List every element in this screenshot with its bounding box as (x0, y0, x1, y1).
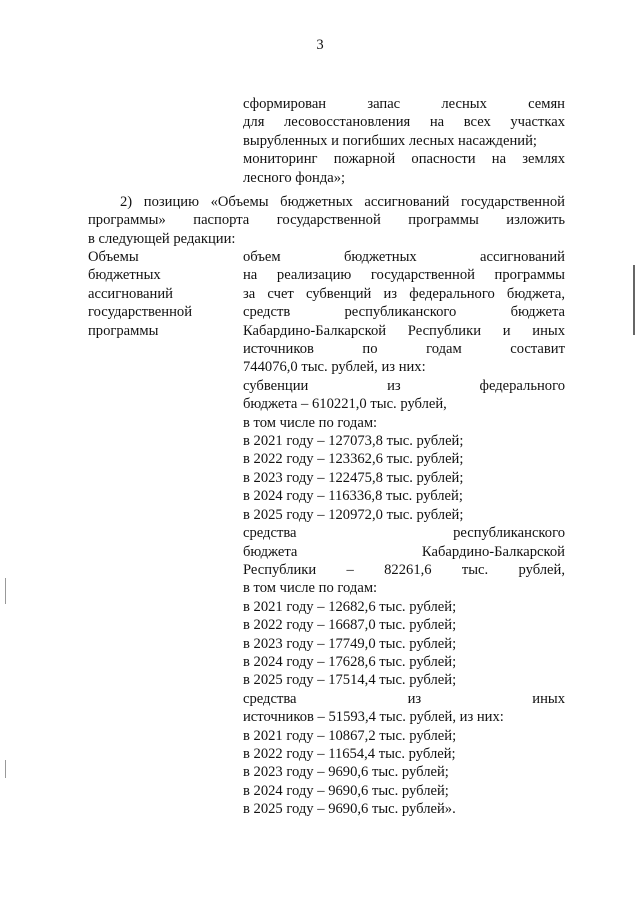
value-line: источников – 51593,4 тыс. рублей, из них: (243, 709, 504, 726)
text-line: для лесовосстановления на всех участках (243, 114, 565, 131)
value-line: в 2025 году – 120972,0 тыс. рублей; (243, 506, 464, 523)
value-line: Республики – 82261,6 тыс. рублей, (243, 561, 565, 578)
value-line: в 2021 году – 127073,8 тыс. рублей; (243, 433, 464, 450)
value-line: в 2021 году – 10867,2 тыс. рублей; (243, 727, 457, 744)
value-line: в 2023 году – 9690,6 тыс. рублей; (243, 764, 449, 781)
text-line: сформирован запас лесных семян (243, 96, 565, 112)
value-line: в 2023 году – 122475,8 тыс. рублей; (243, 469, 464, 486)
text-line: программы» паспорта государственной программы изложить (88, 212, 565, 229)
value-line: средства республиканского (243, 525, 565, 542)
value-line: объем бюджетных ассигнований (243, 249, 565, 265)
value-line: субвенции из федерального (243, 377, 565, 394)
value-line: бюджета – 610221,0 тыс. рублей, (243, 396, 447, 413)
label-line: Объемы (88, 249, 139, 265)
label-line: бюджетных (88, 267, 161, 284)
value-line: источников по годам составит (243, 341, 565, 358)
value-line: в 2024 году – 9690,6 тыс. рублей; (243, 782, 449, 799)
text-line: вырубленных и погибших лесных насаждений; (243, 132, 537, 149)
value-line: в том числе по годам: (243, 580, 378, 597)
value-line: за счет субвенций из федерального бюджета, (243, 285, 565, 302)
value-line: в 2022 году – 123362,6 тыс. рублей; (243, 451, 464, 468)
passport-field-value (243, 248, 565, 819)
value-line: в 2024 году – 116336,8 тыс. рублей; (243, 488, 463, 505)
amendment-paragraph (88, 193, 565, 248)
value-line: Кабардино-Балкарской Республики и иных (243, 322, 565, 339)
value-line: средства из иных (243, 690, 565, 707)
value-line: в 2021 году – 12682,6 тыс. рублей; (243, 598, 457, 615)
value-line: в 2025 году – 17514,4 тыс. рублей; (243, 672, 457, 689)
value-line: в 2024 году – 17628,6 тыс. рублей; (243, 653, 457, 670)
label-line: государственной (88, 304, 193, 321)
value-line: в 2023 году – 17749,0 тыс. рублей; (243, 635, 457, 652)
text-line: лесного фонда»; (243, 169, 346, 186)
value-line: на реализацию государственной программы (243, 267, 565, 284)
value-line: в том числе по годам: (243, 414, 378, 431)
value-line: 744076,0 тыс. рублей, из них: (243, 359, 426, 376)
page-number: 3 (316, 37, 324, 53)
value-line: в 2022 году – 16687,0 тыс. рублей; (243, 617, 457, 634)
text-line: 2) позицию «Объемы бюджетных ассигнований государственной (120, 194, 565, 210)
value-line: в 2025 году – 9690,6 тыс. рублей». (243, 801, 456, 818)
value-line: средств республиканского бюджета (243, 304, 565, 321)
value-line: бюджета Кабардино-Балкарской (243, 543, 565, 560)
scan-edge-mark (5, 760, 6, 778)
value-line: в 2022 году – 11654,4 тыс. рублей; (243, 745, 456, 762)
text-line: мониторинг пожарной опасности на землях (243, 151, 565, 168)
label-line: программы (88, 322, 159, 339)
scan-edge-mark (5, 578, 6, 604)
text-line: в следующей редакции: (88, 230, 236, 247)
label-line: ассигнований (88, 285, 173, 302)
previous-item-continuation (243, 95, 565, 187)
scan-edge-mark (633, 265, 635, 335)
passport-field-label (88, 248, 228, 340)
